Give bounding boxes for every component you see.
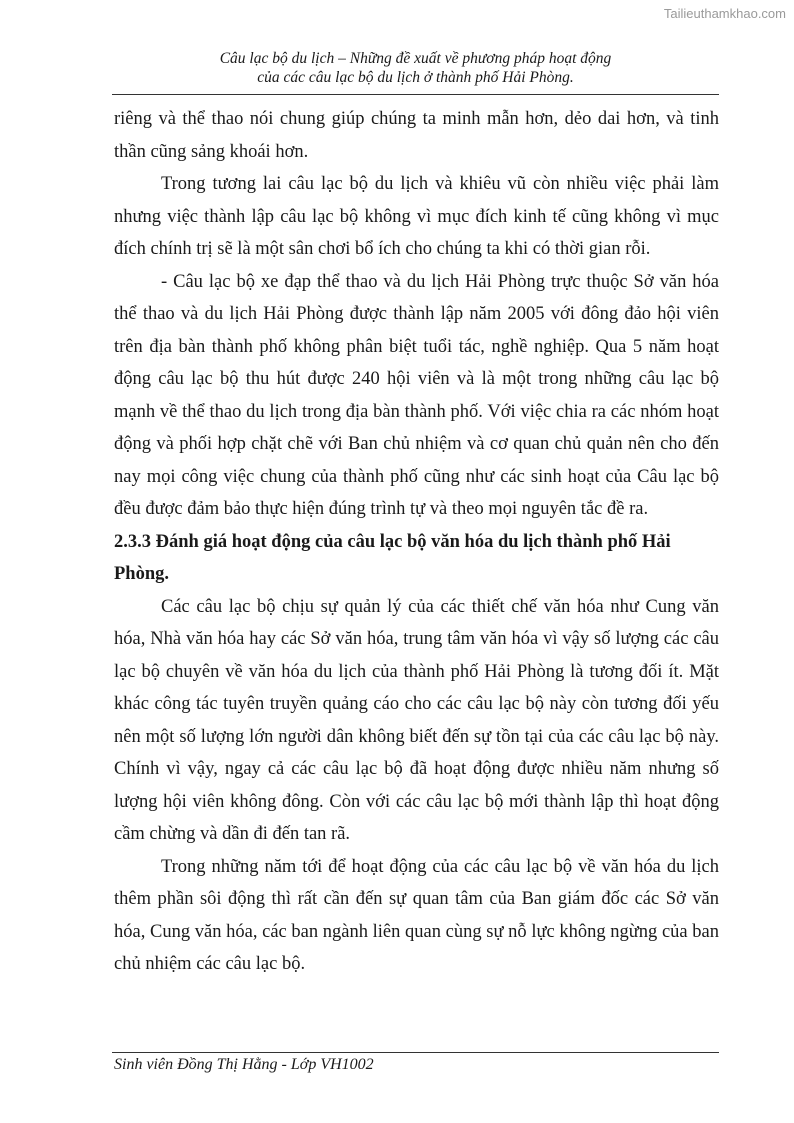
paragraph-3: - Câu lạc bộ xe đạp thể thao và du lịch Hải Phòng trực thuộc Sở văn hóa thể thao và du lịch Hải Phòng được thành lập năm 2005 với đông đảo hội viên trên địa bàn thành phố không phân biệt tuổi tác, nghề nghiệp. Qua 5 năm hoạt động câu lạc bộ thu hút được 240 hội viên và là một trong những câu lạc bộ mạnh về thể thao du lịch trong địa bàn thành phố. Với việc chia ra các nhóm hoạt động và phối hợp chặt chẽ với Ban chủ nhiệm và cơ quan chủ quản nên cho đến nay mọi công việc chung của thành phố cũng như các sinh hoạt của Câu lạc bộ đều được đảm bảo thực hiện đúng trình tự và theo mọi nguyên tắc đề ra. xyxy=(114,271,719,519)
paragraph-1: riêng và thể thao nói chung giúp chúng ta minh mẫn hơn, dẻo dai hơn, và tinh thần cũng sảng khoái hơn. xyxy=(114,109,719,162)
paragraph-5: Trong những năm tới để hoạt động của các câu lạc bộ về văn hóa du lịch thêm phần sôi động thì rất cần đến sự quan tâm của Ban giám đốc các Sở văn hóa, Cung văn hóa, các ban ngành liên quan cùng sự nỗ lực không ngừng của ban chủ nhiệm các câu lạc bộ. xyxy=(114,856,719,974)
footer-divider xyxy=(112,1052,719,1053)
header-line-1: Câu lạc bộ du lịch – Những đề xuất về phương pháp hoạt động xyxy=(219,50,612,67)
document-body xyxy=(114,103,719,981)
header-divider xyxy=(112,94,719,95)
paragraph-4: Các câu lạc bộ chịu sự quản lý của các thiết chế văn hóa như Cung văn hóa, Nhà văn hóa hay các Sở văn hóa, trung tâm văn hóa vì vậy số lượng các câu lạc bộ chuyên về văn hóa du lịch của thành phố Hải Phòng là tương đối ít. Mặt khác công tác tuyên truyền quảng cáo cho các câu lạc bộ này còn tương đối yếu nên một số lượng lớn người dân không biết đến sự tồn tại của các câu lạc bộ này. Chính vì vậy, ngay cả các câu lạc bộ đã hoạt động được nhiều năm nhưng số lượng hội viên không đông. Còn với các câu lạc bộ mới thành lập thì hoạt động cầm chừng và dần đi đến tan rã. xyxy=(114,596,719,844)
paragraph-2: Trong tương lai câu lạc bộ du lịch và khiêu vũ còn nhiều việc phải làm nhưng việc thành lập câu lạc bộ không vì mục đích kinh tế cũng không vì mục đích chính trị sẽ là một sân chơi bổ ích cho chúng ta khi có thời gian rỗi. xyxy=(114,174,719,259)
page-header xyxy=(112,49,719,87)
section-heading: 2.3.3 Đánh giá hoạt động của câu lạc bộ văn hóa du lịch thành phố Hải Phòng. xyxy=(114,531,671,584)
page-footer: Sinh viên Đồng Thị Hằng - Lớp VH1002 xyxy=(114,1056,374,1073)
watermark: Tailieuthamkhao.com xyxy=(663,6,786,21)
header-line-2: của các câu lạc bộ du lịch ở thành phố Hải Phòng. xyxy=(257,69,574,86)
